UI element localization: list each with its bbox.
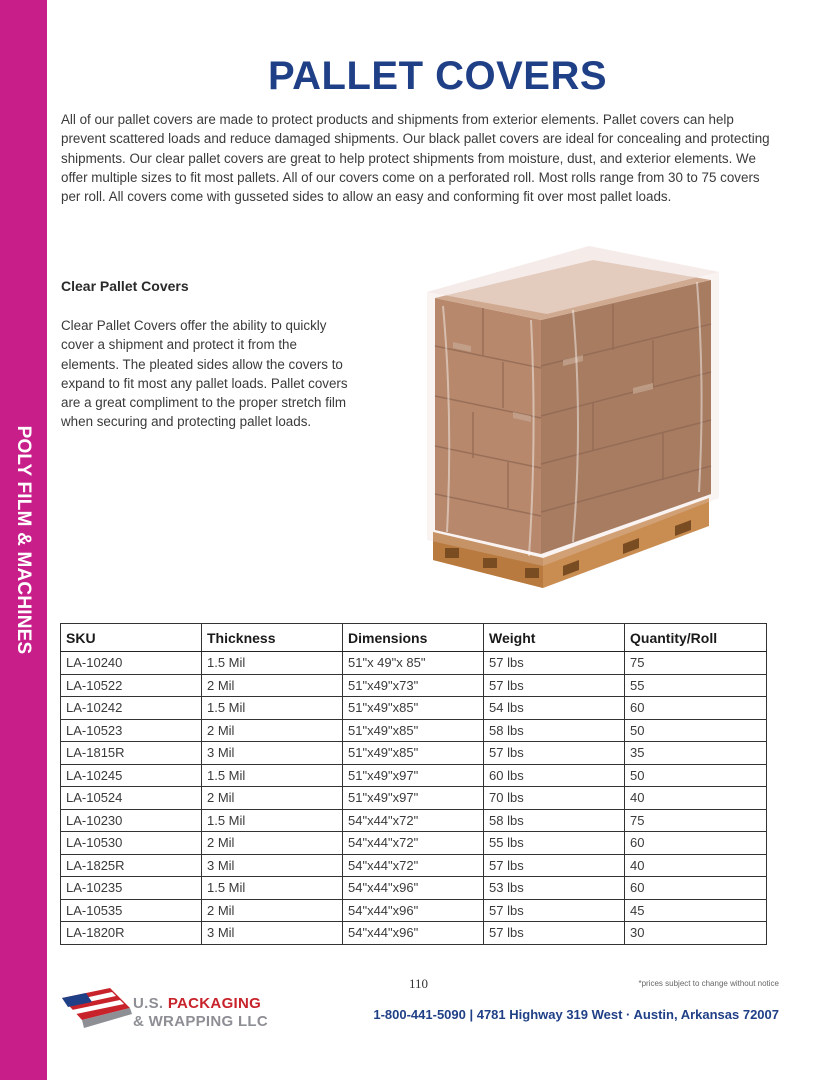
page-title: PALLET COVERS — [267, 54, 608, 98]
cell-quantity: 50 — [625, 719, 767, 742]
cell-thickness: 3 Mil — [202, 742, 343, 765]
header-sku: SKU — [61, 624, 202, 652]
cell-dimensions: 54"x44"x72" — [343, 809, 484, 832]
sidebar-label: POLY FILM & MACHINES — [13, 425, 34, 655]
cell-thickness: 2 Mil — [202, 832, 343, 855]
table-row — [61, 674, 767, 697]
cell-dimensions: 51"x49"x85" — [343, 719, 484, 742]
cell-quantity: 45 — [625, 899, 767, 922]
header-quantity-roll: Quantity/Roll — [625, 624, 767, 652]
cell-dimensions: 51"x49"x85" — [343, 742, 484, 765]
cell-quantity: 50 — [625, 764, 767, 787]
cell-thickness: 2 Mil — [202, 674, 343, 697]
table-row — [61, 787, 767, 810]
logo-packaging: PACKAGING — [167, 995, 262, 1012]
header-weight: Weight — [484, 624, 625, 652]
cell-quantity: 30 — [625, 922, 767, 945]
cell-sku: LA-10245 — [61, 764, 202, 787]
pallet-cover-image — [413, 236, 731, 592]
cell-quantity: 40 — [625, 787, 767, 810]
cell-dimensions: 51"x49"x73" — [343, 674, 484, 697]
cell-quantity: 60 — [625, 877, 767, 900]
section-body: Clear Pallet Covers offer the ability to quickly cover a shipment and protect it from the elements. The pleated sides allow the covers to expand to fit most any pallet loads. Pallet covers are a great compliment to the proper stretch film when securing and protecting pallet loads. — [61, 318, 348, 430]
spec-table — [60, 623, 767, 945]
cell-quantity: 75 — [625, 809, 767, 832]
cell-sku: LA-10230 — [61, 809, 202, 832]
table-row — [61, 832, 767, 855]
cell-weight: 57 lbs — [484, 922, 625, 945]
section-title: Clear Pallet Covers — [61, 278, 189, 294]
cell-sku: LA-10530 — [61, 832, 202, 855]
cell-dimensions: 54"x44"x96" — [343, 899, 484, 922]
cell-weight: 54 lbs — [484, 697, 625, 720]
table-row — [61, 922, 767, 945]
cell-quantity: 75 — [625, 652, 767, 675]
cell-sku: LA-10523 — [61, 719, 202, 742]
logo-us: U.S. — [133, 995, 168, 1012]
cell-weight: 57 lbs — [484, 742, 625, 765]
cell-sku: LA-10240 — [61, 652, 202, 675]
table-row — [61, 854, 767, 877]
cell-sku: LA-1815R — [61, 742, 202, 765]
table-header-row — [61, 624, 767, 652]
cell-thickness: 3 Mil — [202, 922, 343, 945]
cell-weight: 55 lbs — [484, 832, 625, 855]
cell-weight: 57 lbs — [484, 854, 625, 877]
header-dimensions: Dimensions — [343, 624, 484, 652]
cell-sku: LA-10242 — [61, 697, 202, 720]
cell-sku: LA-1825R — [61, 854, 202, 877]
price-note: *prices subject to change without notice — [638, 979, 779, 988]
table-row — [61, 719, 767, 742]
cell-quantity: 35 — [625, 742, 767, 765]
cell-quantity: 55 — [625, 674, 767, 697]
cell-thickness: 2 Mil — [202, 719, 343, 742]
cell-dimensions: 54"x44"x72" — [343, 854, 484, 877]
table-row — [61, 809, 767, 832]
cell-dimensions: 51"x49"x97" — [343, 787, 484, 810]
sidebar — [0, 0, 47, 1080]
cell-sku: LA-10522 — [61, 674, 202, 697]
table-row — [61, 764, 767, 787]
cell-dimensions: 51"x49"x85" — [343, 697, 484, 720]
cell-quantity: 40 — [625, 854, 767, 877]
table-row — [61, 652, 767, 675]
cell-quantity: 60 — [625, 832, 767, 855]
cell-thickness: 1.5 Mil — [202, 697, 343, 720]
cell-dimensions: 54"x44"x96" — [343, 922, 484, 945]
table-row — [61, 899, 767, 922]
cell-sku: LA-10235 — [61, 877, 202, 900]
cell-thickness: 2 Mil — [202, 787, 343, 810]
intro-paragraph: All of our pallet covers are made to protect products and shipments from exterior elements. Pallet covers can help prevent scattered loads and reduce damaged shipments. Our black pallet covers are ideal for concealing and protecting shipments. Our clear pallet covers are great to help protect shipments from moisture, dust, and exterior elements. We offer multiple sizes to fit most pallets. All of our covers come on a perforated roll. Most rolls range from 30 to 75 covers per roll. All covers come with gusseted sides to allow an easy and conforming fit over most pallet loads. — [61, 112, 770, 205]
cell-dimensions: 54"x44"x72" — [343, 832, 484, 855]
cell-weight: 58 lbs — [484, 809, 625, 832]
logo-text-line1 — [133, 995, 261, 1012]
cell-weight: 60 lbs — [484, 764, 625, 787]
cell-weight: 57 lbs — [484, 652, 625, 675]
table-row — [61, 877, 767, 900]
cell-weight: 70 lbs — [484, 787, 625, 810]
cell-thickness: 1.5 Mil — [202, 764, 343, 787]
cell-sku: LA-1820R — [61, 922, 202, 945]
cell-sku: LA-10535 — [61, 899, 202, 922]
cell-dimensions: 54"x44"x96" — [343, 877, 484, 900]
cell-thickness: 3 Mil — [202, 854, 343, 877]
cell-weight: 53 lbs — [484, 877, 625, 900]
cell-thickness: 1.5 Mil — [202, 652, 343, 675]
cell-thickness: 1.5 Mil — [202, 809, 343, 832]
cell-dimensions: 51"x49"x97" — [343, 764, 484, 787]
contact-info: 1-800-441-5090 | 4781 Highway 319 West · Austin, Arkansas 72007 — [373, 1007, 779, 1022]
cell-sku: LA-10524 — [61, 787, 202, 810]
table-row — [61, 742, 767, 765]
cell-weight: 58 lbs — [484, 719, 625, 742]
cell-dimensions: 51"x 49"x 85" — [343, 652, 484, 675]
logo-text-line2: & WRAPPING LLC — [133, 1013, 269, 1030]
table-row — [61, 697, 767, 720]
cell-thickness: 1.5 Mil — [202, 877, 343, 900]
page-number: 110 — [409, 976, 429, 991]
cell-weight: 57 lbs — [484, 674, 625, 697]
cell-thickness: 2 Mil — [202, 899, 343, 922]
header-thickness: Thickness — [202, 624, 343, 652]
cell-quantity: 60 — [625, 697, 767, 720]
cell-weight: 57 lbs — [484, 899, 625, 922]
